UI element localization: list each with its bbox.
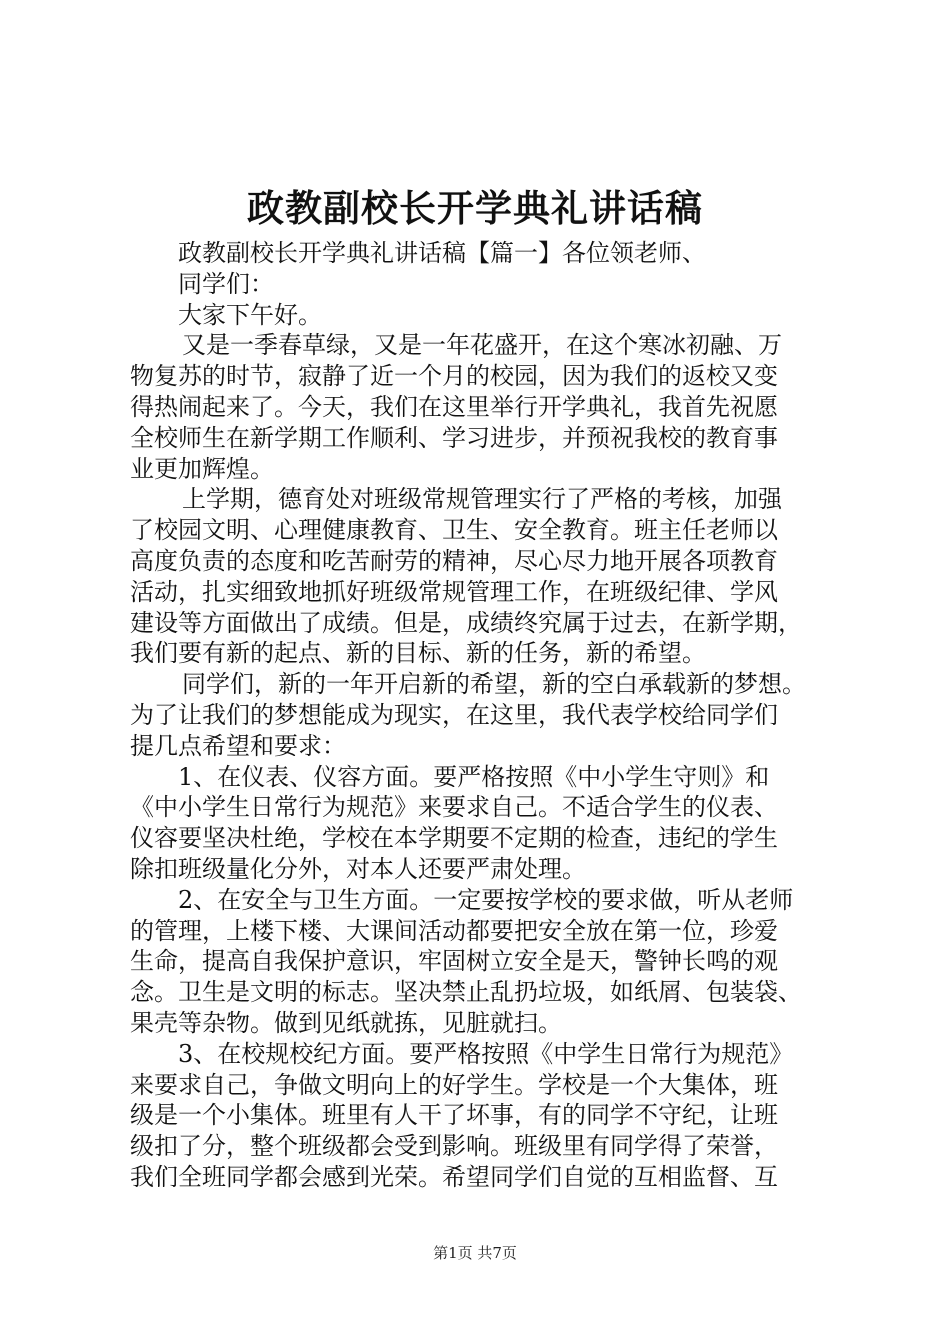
body-line: 生命，提高自我保护意识，牢固树立安全是天，警钟长鸣的观: [130, 947, 778, 976]
body-line: 了校园文明、心理健康教育、卫生、安全教育。班主任老师以: [130, 516, 778, 545]
body-line: 来要求自己，争做文明向上的好学生。学校是一个大集体，班: [130, 1070, 778, 1099]
body-line: 念。卫生是文明的标志。坚决禁止乱扔垃圾，如纸屑、包装袋、: [130, 978, 802, 1007]
body-line: 我们要有新的起点、新的目标、新的任务，新的希望。: [130, 639, 706, 668]
body-line: 政教副校长开学典礼讲话稿【篇一】各位领老师、: [178, 239, 706, 267]
body-line: 级扣了分，整个班级都会受到影响。班级里有同学得了荣誉，: [130, 1132, 778, 1161]
body-line: 物复苏的时节，寂静了近一个月的校园，因为我们的返校又变: [130, 362, 778, 391]
body-line: 级是一个小集体。班里有人干了坏事，有的同学不守纪，让班: [130, 1101, 778, 1130]
body-line: 同学们，新的一年开启新的希望，新的空白承载新的梦想。: [182, 670, 806, 699]
body-line: 2、在安全与卫生方面。一定要按学校的要求做，听从老师: [178, 885, 794, 914]
body-line: 《中小学生日常行为规范》来要求自己。不适合学生的仪表、: [130, 793, 778, 822]
body-line: 上学期，德育处对班级常规管理实行了严格的考核，加强: [182, 485, 782, 514]
body-line: 又是一季春草绿，又是一年花盛开，在这个寒冰初融、万: [182, 331, 782, 360]
body-line: 3、在校规校纪方面。要严格按照《中学生日常行为规范》: [178, 1039, 794, 1068]
body-line: 提几点希望和要求：: [130, 731, 346, 760]
body-line: 同学们：: [178, 269, 274, 298]
body-line: 1、在仪表、仪容方面。要严格按照《中小学生守则》和: [178, 762, 770, 791]
body-line: 建设等方面做出了成绩。但是，成绩终究属于过去，在新学期，: [130, 608, 802, 637]
document-body: [130, 238, 830, 1193]
body-line: 我们全班同学都会感到光荣。希望同学们自觉的互相监督、互: [130, 1162, 778, 1191]
body-line: 得热闹起来了。今天，我们在这里举行开学典礼，我首先祝愿: [130, 392, 778, 421]
body-line: 仪容要坚决杜绝，学校在本学期要不定期的检查，违纪的学生: [130, 824, 778, 853]
document-title: 政教副校长开学典礼讲话稿: [247, 186, 703, 230]
body-line: 大家下午好。: [178, 300, 322, 329]
body-line: 活动，扎实细致地抓好班级常规管理工作，在班级纪律、学风: [130, 577, 778, 606]
body-line: 果壳等杂物。做到见纸就拣，见脏就扫。: [130, 1008, 562, 1037]
body-line: 为了让我们的梦想能成为现实，在这里，我代表学校给同学们: [130, 700, 778, 729]
body-line: 全校师生在新学期工作顺利、学习进步，并预祝我校的教育事: [130, 423, 778, 452]
body-line: 的管理，上楼下楼、大课间活动都要把安全放在第一位，珍爱: [130, 916, 778, 945]
body-line: 除扣班级量化分外，对本人还要严肃处理。: [130, 854, 586, 883]
page-number-footer: 第1页 共7页: [433, 1244, 517, 1262]
body-line: 业更加辉煌。: [130, 454, 274, 483]
body-line: 高度负责的态度和吃苦耐劳的精神，尽心尽力地开展各项教育: [130, 546, 778, 575]
